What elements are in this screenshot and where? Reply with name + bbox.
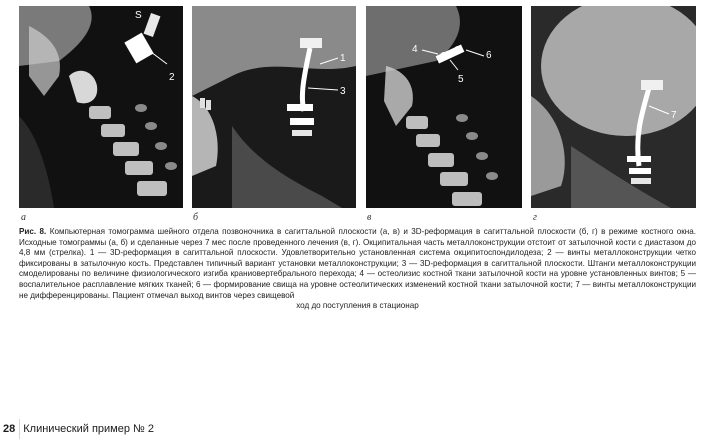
label-2: 2	[169, 72, 175, 83]
ct-image-panel-d	[531, 6, 696, 208]
ct-sagittal-initial	[19, 6, 183, 208]
page-footer	[3, 419, 154, 439]
ct-image-panel-c	[366, 6, 522, 208]
panel-letter-a: а	[21, 212, 26, 223]
label-1: 1	[340, 53, 346, 64]
panel-letter-d: г	[533, 212, 537, 223]
3d-reformation-initial	[192, 6, 356, 208]
ct-sagittal-followup	[366, 6, 522, 208]
label-6: 6	[486, 50, 492, 61]
caption-text: Компьютерная томограмма шейного отдела позвоночника в сагиттальной плоскости (а, в) и 3D-реформация в сагиттальной плоскости (б, г) в режиме костного окна. Исходные томограммы (а, б) и сделанные через 7 мес после проведенного лечения (в, г). Окципитальная часть металлоконструкции отстоит от затылочной кости с диастазом до 4,8 мм (стрелка). 1 — 3D-реформация в сагиттальной плоскости. Удовлетворительно установленная система окципитоспондилодеза; 2 — винты металлоконструкции четко фиксированы в затылочную кость. Представлен типичный вариант установки металлоконструкции; 3 — 3D-реформация в сагиттальной плоскости. Штанги металлоконструкции смоделированы по величине физиологического изгиба краниовертебрального перехода; 4 — остеолизис костной ткани затылочной кости на уровне установленных винтов; 5 — воспалительное расплавление мягких тканей; 6 — формирование свища на уровне остеолитических изменений костной ткани затылочной кости; 7 — винты металлоконструкции не дифференцированы. Пациент отмечал выход винтов через свищевой	[19, 227, 697, 300]
label-4: 4	[412, 44, 418, 55]
label-7: 7	[671, 110, 677, 121]
label-5: 5	[458, 74, 464, 85]
figure-label: Рис. 8.	[19, 227, 47, 236]
label-s: S	[135, 10, 142, 21]
ct-image-panel-b	[192, 6, 356, 208]
panel-letter-b: б	[193, 212, 199, 223]
section-title: Клинический пример № 2	[23, 423, 154, 435]
3d-reformation-followup	[531, 6, 696, 208]
figure-caption	[19, 227, 696, 312]
ct-image-panel-a	[19, 6, 183, 208]
page-number: 28	[3, 419, 20, 439]
panel-letter-c: в	[367, 212, 372, 223]
caption-last-line: ход до поступления в стационар	[296, 301, 419, 311]
label-3: 3	[340, 86, 346, 97]
